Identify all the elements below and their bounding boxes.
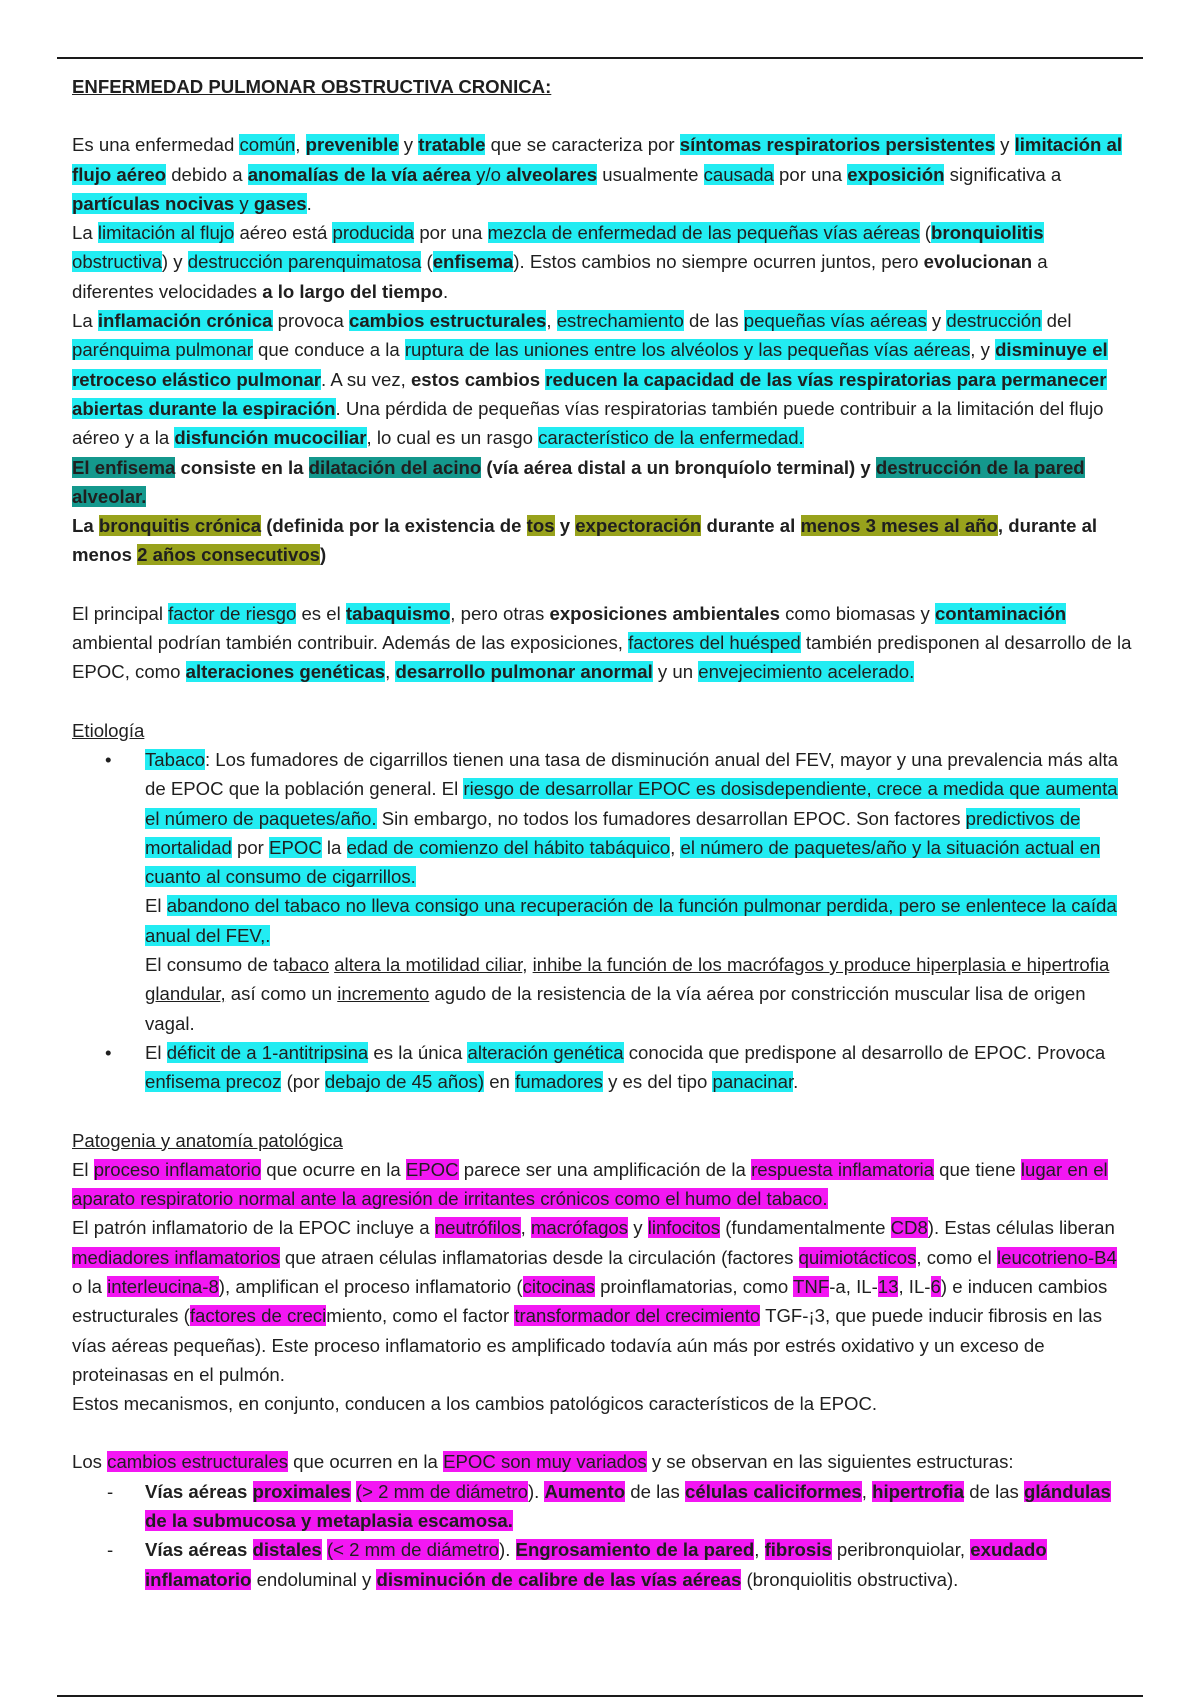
text-run: y es del tipo	[602, 1071, 713, 1093]
footer-rule	[57, 1695, 1143, 1697]
text-run: usualmente	[597, 163, 704, 185]
spacer	[72, 1097, 1132, 1126]
highlight-run: contaminación	[934, 602, 1067, 624]
text-run: ). Estos cambios no siempre ocurren juntos, pero	[513, 251, 924, 273]
section-heading-etiologia: Etiología	[72, 719, 145, 741]
text-run: y	[628, 1217, 648, 1239]
highlight-run: dilatación del acino	[308, 456, 482, 478]
highlight-run: disminución de calibre de las vías aéreas	[376, 1568, 742, 1590]
highlight-run: característico de la enfermedad.	[538, 427, 804, 449]
text-run: (bronquiolitis obstructiva).	[741, 1568, 959, 1590]
document-title: ENFERMEDAD PULMONAR OBSTRUCTIVA CRONICA:	[72, 76, 552, 97]
text-run: debido a	[166, 163, 248, 185]
dash-paragraph-distales	[145, 1535, 1132, 1594]
text-run: baco	[288, 954, 329, 976]
text-run: y se observan en las siguientes estructuras:	[646, 1451, 1014, 1473]
bold-run: (vía aérea distal a un bronquíolo terminal) y	[481, 456, 876, 478]
highlight-run: alteración genética	[467, 1041, 624, 1063]
highlight-run: 6	[930, 1275, 941, 1297]
highlight-run: (> 2 mm de diámetro	[355, 1480, 528, 1502]
bold-run: Vías aéreas	[145, 1480, 253, 1502]
highlight-run: menos 3 meses al año	[800, 515, 998, 537]
highlight-run: destrucción parenquimatosa	[187, 251, 422, 273]
dash-marker: -	[107, 1539, 114, 1561]
text-run: o la	[72, 1275, 108, 1297]
text-run: en	[484, 1071, 516, 1093]
dash-item-proximales	[72, 1477, 1132, 1536]
spacer	[72, 687, 1132, 716]
highlight-run: interleucina-8	[107, 1275, 219, 1297]
highlight-run: partículas nocivas	[72, 192, 235, 214]
paragraph-proceso-inflamatorio	[72, 1155, 1132, 1214]
highlight-run: El enfisema	[72, 456, 176, 478]
highlight-run: prevenible	[305, 134, 399, 156]
text-run: como biomasas y	[779, 602, 935, 624]
highlight-run: hipertrofia	[872, 1480, 965, 1502]
text-run: y	[926, 310, 947, 332]
highlight-run: bronquiolitis	[930, 222, 1044, 244]
text-run: agudo de la resistencia de la vía aérea por constricción muscular lisa de origen vagal.	[145, 983, 1086, 1034]
text-run: ,	[520, 1217, 531, 1239]
bullet-paragraph-abandono	[145, 891, 1132, 950]
highlight-run: estrechamiento	[556, 310, 684, 332]
dash-marker: -	[107, 1480, 114, 1502]
text-run: ).	[499, 1539, 516, 1561]
text-run: inhibe la función de los macrófagos y produce hiperplasia e hipertrofia glandular,	[145, 954, 1110, 1005]
highlight-run: alveolares	[500, 163, 598, 185]
text-run: y	[994, 134, 1015, 156]
text-run: altera la motilidad ciliar	[334, 954, 523, 976]
text-run: endoluminal y	[251, 1568, 377, 1590]
text-run: TGF-¡3, que puede inducir fibrosis en las vías aéreas pequeñas). Este proceso inflamatorio es amplificado todavía aún más por estrés oxidativo y un exceso de proteinasas en el pulmón.	[72, 1305, 1103, 1385]
paragraph-cambios-estructurales	[72, 1447, 1132, 1476]
highlight-run: EPOC	[405, 1158, 459, 1180]
paragraph-definicion	[72, 130, 1132, 218]
text-run: ) e inducen cambios estructurales (	[72, 1275, 1108, 1327]
highlight-run: disminuye el retroceso elástico pulmonar	[72, 339, 1108, 390]
bullet-paragraph-tabaco	[145, 745, 1132, 891]
highlight-run: alteraciones genéticas	[185, 661, 386, 683]
highlight-run: tos	[526, 515, 555, 537]
text-run: proinflamatorias, como	[594, 1275, 794, 1297]
text-run: El	[145, 895, 167, 917]
highlight-run: pequeñas vías aéreas	[743, 310, 927, 332]
text-run: que ocurren en la	[288, 1451, 444, 1473]
text-run: . Una pérdida de pequeñas vías respiratorias también puede contribuir a la limitación del flujo aéreo y a la	[72, 397, 1104, 449]
text-run: El consumo de ta	[145, 954, 289, 976]
paragraph-patron-inflamatorio	[72, 1213, 1132, 1389]
highlight-run: Aumento	[544, 1480, 626, 1502]
text-run: , pero otras	[450, 602, 550, 624]
highlight-run: enfisema	[432, 251, 514, 273]
text-run: a diferentes velocidades	[72, 251, 1048, 302]
highlight-run: cambios estructurales	[107, 1451, 289, 1473]
text-run: El principal	[72, 602, 169, 624]
highlight-run: destrucción	[946, 310, 1042, 332]
text-run: ).	[527, 1480, 545, 1502]
bold-run: , durante al menos	[72, 515, 1098, 566]
highlight-run: fibrosis	[764, 1539, 832, 1561]
highlight-run: causada	[703, 163, 774, 185]
highlight-run: parénquima pulmonar	[72, 339, 253, 361]
definition-section	[72, 130, 1132, 569]
highlight-run: transformador del crecimiento	[514, 1305, 761, 1327]
highlight-run: abandono del tabaco no lleva consigo una recuperación de la función pulmonar perdida, pero se enlentece la caída anual del FEV,.	[145, 895, 1117, 946]
highlight-run: respuesta inflamatoria	[751, 1158, 934, 1180]
text-run: conocida que predispone al desarrollo de EPOC. Provoca	[623, 1041, 1106, 1063]
highlight-run: mediadores inflamatorios	[72, 1246, 280, 1268]
highlight-run: factor de riesgo	[168, 602, 297, 624]
text-run: incremento	[337, 983, 430, 1005]
text-run: de las	[964, 1480, 1025, 1502]
text-run: parece ser una amplificación de la	[458, 1158, 752, 1180]
bullet-item-alfa1	[72, 1038, 1132, 1097]
text-run: ,	[861, 1480, 873, 1502]
spacer	[72, 101, 1132, 130]
text-run: es el	[296, 602, 346, 624]
text-run: (fundamentalmente	[720, 1217, 891, 1239]
text-run: y un	[652, 661, 699, 683]
text-run: ,	[754, 1539, 765, 1561]
highlight-run: neutrófilos	[434, 1217, 521, 1239]
bullet-marker: •	[105, 748, 112, 770]
bullet-paragraph-alfa1	[145, 1038, 1132, 1097]
text-run: peribronquiolar,	[831, 1539, 971, 1561]
text-run: : Los fumadores de cigarrillos tienen una tasa de disminución anual del FEV, mayor y una prevalencia más alta de EPOC que la población general. El	[145, 748, 1118, 800]
text-run: ), amplifican el proceso inflamatorio (	[218, 1275, 523, 1297]
spacer	[72, 1418, 1132, 1447]
highlight-run: quimiotácticos	[798, 1246, 917, 1268]
bullet-paragraph-consumo	[145, 950, 1132, 1038]
highlight-run: desarrollo pulmonar anormal	[395, 661, 653, 683]
highlight-run: tratable	[418, 134, 486, 156]
text-run: .	[443, 280, 449, 302]
highlight-run: envejecimiento acelerado.	[698, 661, 915, 683]
paragraph-limitacion-flujo	[72, 218, 1132, 306]
text-run: -a, IL-	[829, 1275, 878, 1297]
text-run: provoca	[272, 310, 349, 332]
text-run: por una	[414, 222, 488, 244]
bold-run: La	[72, 515, 99, 537]
highlight-run: leucotrieno-B4	[996, 1246, 1117, 1268]
text-run: que se caracteriza por	[485, 134, 680, 156]
highlight-run: obstructiva	[72, 251, 162, 273]
text-run: por una	[773, 163, 848, 185]
paragraph-inflamacion-cronica	[72, 306, 1132, 452]
highlight-run: EPOC	[269, 836, 322, 858]
text-run: significativa a	[944, 163, 1062, 185]
highlight-run: y/o	[476, 163, 501, 185]
highlight-run: fumadores	[515, 1071, 603, 1093]
document-page	[72, 72, 1132, 1594]
text-run: El	[72, 1158, 94, 1180]
highlight-run: anomalías de la vía aérea	[247, 163, 477, 185]
paragraph-enfisema	[72, 453, 1132, 512]
highlight-run: proximales	[252, 1480, 351, 1502]
bold-run: evolucionan	[923, 251, 1033, 273]
text-run: ,	[546, 310, 557, 332]
text-run: (	[421, 251, 433, 273]
highlight-run: edad de comienzo del hábito tabáquico	[346, 836, 671, 858]
highlight-run: limitación al flujo aéreo	[72, 134, 1123, 185]
paragraph-mecanismos	[72, 1389, 1132, 1418]
highlight-run: limitación al flujo	[97, 222, 235, 244]
text-run: ambiental podrían también contribuir. Además de las exposiciones,	[72, 632, 629, 654]
text-run: .	[306, 192, 312, 214]
highlight-run: lugar en el aparato respiratorio normal ante la agresión de irritantes crónicos como el humo del tabaco.	[72, 1158, 1108, 1210]
bold-run: (definida por la existencia de	[261, 515, 527, 537]
header-rule	[57, 57, 1143, 59]
text-run: que conduce a la	[252, 339, 405, 361]
text-run: también predisponen al desarrollo de la EPOC, como	[72, 632, 1132, 683]
bold-run: exposiciones ambientales	[549, 602, 780, 624]
text-run: (por	[281, 1071, 325, 1093]
highlight-run: bronquitis crónica	[98, 515, 262, 537]
highlight-run: proceso inflamatorio	[93, 1158, 262, 1180]
text-run: miento, como el factor	[326, 1305, 515, 1327]
text-run: , como el	[916, 1246, 997, 1268]
text-run: Los	[72, 1451, 108, 1473]
text-run: de las	[625, 1480, 686, 1502]
bold-run: consiste en la	[175, 456, 309, 478]
highlight-run: destrucción de la pared alveolar.	[72, 456, 1085, 507]
text-run: Estos mecanismos, en conjunto, conducen a los cambios patológicos característicos de la EPOC.	[72, 1393, 878, 1415]
text-run: que ocurre en la	[261, 1158, 406, 1180]
text-run: El	[145, 1041, 167, 1063]
highlight-run: déficit de a 1-antitripsina	[166, 1041, 369, 1063]
bold-run: )	[320, 544, 327, 566]
highlight-run: (< 2 mm de diámetro	[326, 1539, 500, 1561]
text-run: , y	[970, 339, 996, 361]
dash-paragraph-proximales	[145, 1477, 1132, 1536]
highlight-run: gases	[253, 192, 307, 214]
text-run: y	[398, 134, 419, 156]
text-run: Sin embargo, no todos los fumadores desarrollan EPOC. Son factores	[376, 807, 966, 829]
paragraph-bronquitis-cronica	[72, 511, 1132, 570]
highlight-run: enfisema precoz	[145, 1071, 282, 1093]
text-run: por	[231, 836, 270, 858]
text-run: El patrón inflamatorio de la EPOC incluye a	[72, 1217, 435, 1239]
highlight-run: Engrosamiento de la pared	[515, 1539, 755, 1561]
highlight-run: Tabaco	[145, 748, 205, 770]
text-run: , IL-	[898, 1275, 931, 1297]
highlight-run: CD8	[890, 1217, 928, 1239]
text-run: (	[919, 222, 931, 244]
highlight-run: 2 años consecutivos	[137, 544, 321, 566]
highlight-run: debajo de 45 años)	[324, 1071, 485, 1093]
highlight-run: macrófagos	[530, 1217, 629, 1239]
highlight-run: el número de paquetes/año y la situación actual en cuanto al consumo de cigarrillos.	[145, 836, 1101, 888]
text-run: ). Estas células liberan	[927, 1217, 1115, 1239]
text-run: de las	[683, 310, 744, 332]
highlight-run: distales	[252, 1539, 322, 1561]
highlight-run: expectoración	[575, 515, 702, 537]
bold-run: y	[554, 515, 576, 537]
highlight-run: tabaquismo	[345, 602, 451, 624]
text-run: aéreo está	[234, 222, 333, 244]
highlight-run: EPOC son muy variados	[443, 1451, 647, 1473]
text-run: .	[793, 1071, 799, 1093]
bold-run: estos cambios	[410, 368, 546, 390]
text-run: Es una enfermedad	[72, 134, 240, 156]
highlight-run: ruptura de las uniones entre los alvéolos y las pequeñas vías aéreas	[404, 339, 971, 361]
highlight-run: común	[239, 134, 296, 156]
patogenia-section	[72, 1126, 1132, 1594]
highlight-run: panacinar	[712, 1071, 794, 1093]
text-run: la	[321, 836, 347, 858]
text-run: ,	[385, 661, 396, 683]
text-run: ,	[670, 836, 681, 858]
highlight-run: disfunción mucociliar	[174, 427, 367, 449]
text-run: ) y	[161, 251, 188, 273]
dash-item-distales	[72, 1535, 1132, 1594]
highlight-run: y	[234, 192, 254, 214]
text-run: que tiene	[934, 1158, 1021, 1180]
section-heading-patogenia: Patogenia y anatomía patológica	[72, 1129, 343, 1151]
text-run: del	[1041, 310, 1072, 332]
paragraph-factor-riesgo	[72, 599, 1132, 687]
highlight-run: reducen la capacidad de las vías respiratorias para permanecer abiertas durante la espiración	[72, 368, 1107, 419]
bullet-item-tabaco	[72, 745, 1132, 1038]
highlight-run: síntomas respiratorios persistentes	[679, 134, 995, 156]
text-run: así como un	[225, 983, 338, 1005]
text-run: , lo cual es un rasgo	[366, 427, 539, 449]
highlight-run: mezcla de enfermedad de las pequeñas vías aéreas	[487, 222, 920, 244]
text-run: que atraen células inflamatorias desde la circulación (factores	[279, 1246, 799, 1268]
highlight-run: TNF	[793, 1275, 830, 1297]
highlight-run: exudado inflamatorio	[145, 1539, 1047, 1590]
text-run: . A su vez,	[321, 368, 411, 390]
highlight-run: producida	[332, 222, 415, 244]
bold-run: Vías aéreas	[145, 1539, 253, 1561]
highlight-run: factores del huésped	[628, 632, 801, 654]
highlight-run: cambios estructurales	[348, 310, 547, 332]
text-run: ,	[295, 134, 306, 156]
highlight-run: 13	[877, 1275, 899, 1297]
text-run: ,	[522, 954, 533, 976]
text-run: es la única	[368, 1041, 468, 1063]
text-run: La	[72, 310, 98, 332]
highlight-run: inflamación crónica	[97, 310, 273, 332]
highlight-run: exposición	[847, 163, 945, 185]
text-run: La	[72, 222, 98, 244]
highlight-run: citocinas	[522, 1275, 595, 1297]
highlight-run: linfocitos	[647, 1217, 721, 1239]
bullet-marker: •	[105, 1041, 112, 1063]
highlight-run: predictivos de mortalidad	[145, 807, 1081, 858]
highlight-run: células caliciformes	[685, 1480, 862, 1502]
etiologia-section	[72, 716, 1132, 1097]
highlight-run: glándulas de la submucosa y metaplasia escamosa.	[145, 1480, 1111, 1532]
spacer	[72, 570, 1132, 599]
highlight-run: factores de creci	[189, 1305, 327, 1327]
bold-run: a lo largo del tiempo	[262, 280, 443, 302]
highlight-run: riesgo de desarrollar EPOC es dosisdependiente, crece a medida que aumenta el número de paquetes/año.	[145, 778, 1118, 829]
bold-run: durante al	[701, 515, 801, 537]
